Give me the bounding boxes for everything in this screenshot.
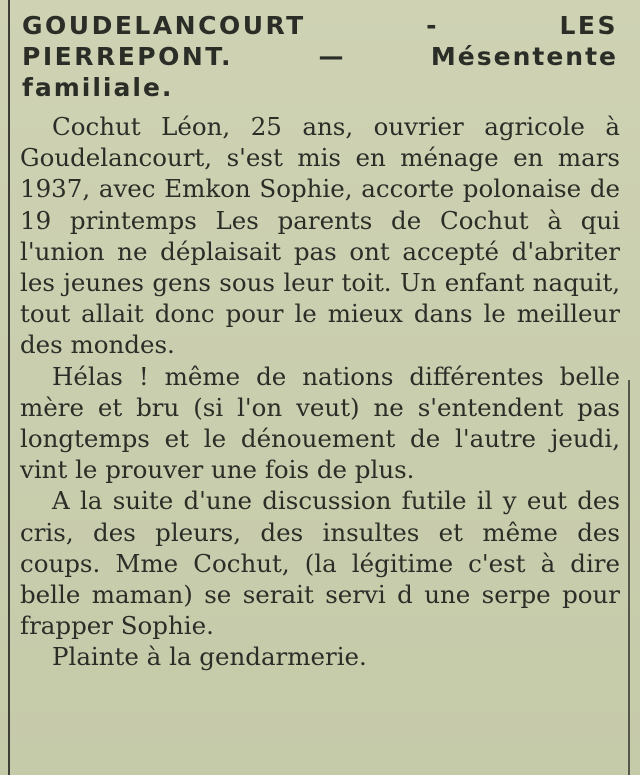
news-article (14, 8, 624, 673)
column-rule-right (628, 380, 630, 775)
article-body (20, 111, 620, 673)
headline-place: GOUDELANCOURT - LES PIERREPONT. (22, 11, 618, 71)
headline-subject: Mésentente familiale. (22, 42, 618, 102)
headline-separator: — (233, 42, 431, 71)
article-paragraph-1: Cochut Léon, 25 ans, ouvrier agricole à Goudelancourt, s'est mis en ménage en mars 1937, avec Emkon Sophie, accorte polonaise de 19 printemps Les parents de Cochut à qui l'union ne déplaisait pas ont accepté d'abriter les jeunes gens sous leur toit. Un enfant naquit, tout allait donc pour le mieux dans le meilleur des mondes. (20, 112, 620, 360)
article-headline (22, 10, 618, 103)
article-paragraph-2: Hélas ! même de nations différentes belle mère et bru (si l'on veut) ne s'entendent pas longtemps et le dénouement de l'autre jeudi, vint le prouver une fois de plus. (20, 361, 620, 485)
article-paragraph-3: A la suite d'une discussion futile il y eut des cris, des pleurs, des insultes et même des coups. Mme Cochut, (la légitime c'est à dire belle maman) se serait servi d une serpe pour frapper Sophie. (20, 486, 620, 641)
column-rule-left (8, 0, 10, 775)
article-paragraph-4: Plainte à la gendarmerie. (52, 642, 367, 672)
